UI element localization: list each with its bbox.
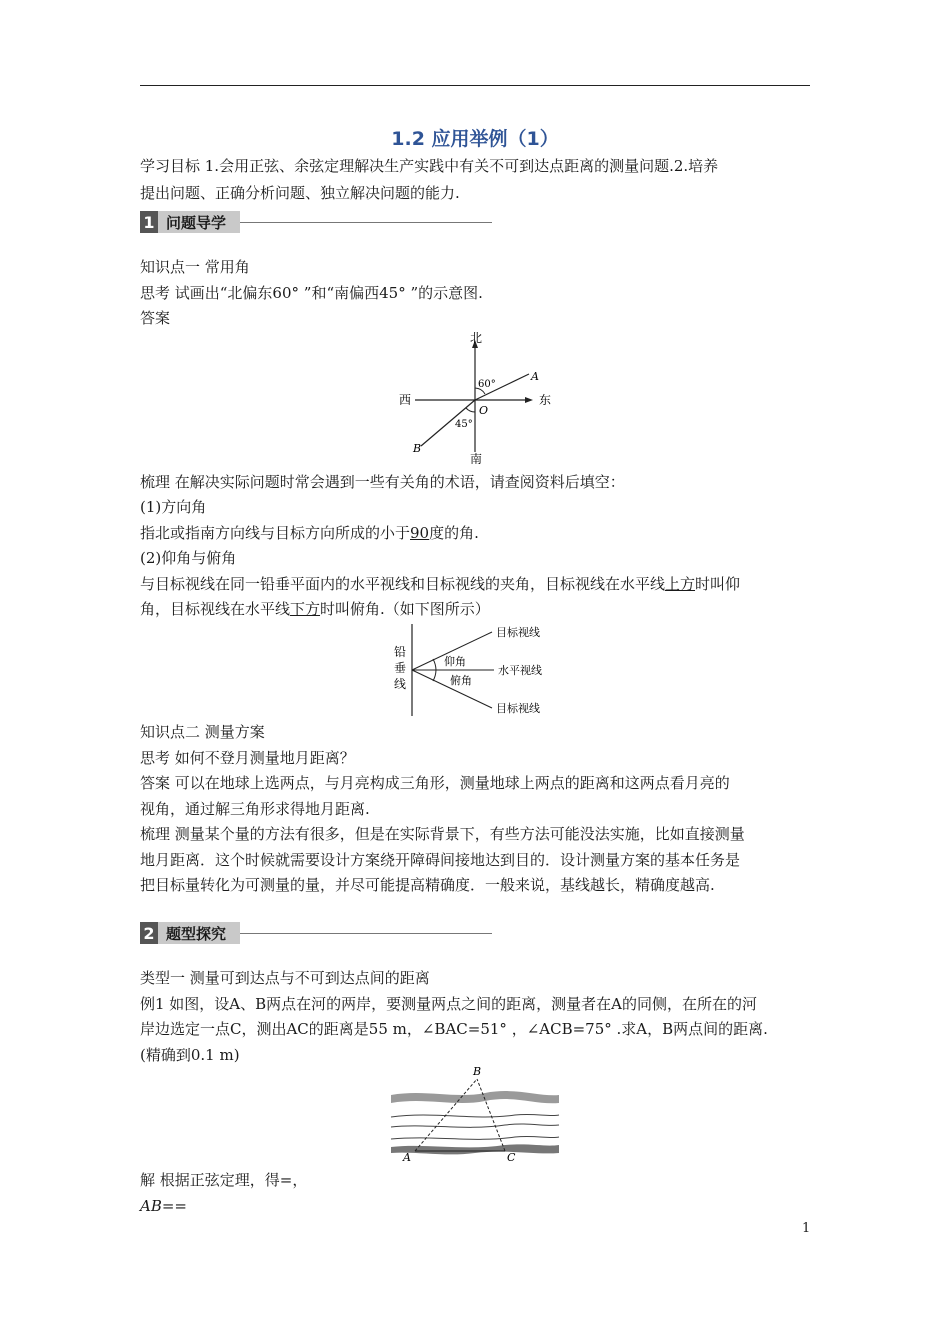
item2-desc1-b: 时叫仰 <box>695 575 741 593</box>
east-arrow-icon <box>525 397 533 403</box>
compass-diagram <box>395 330 555 468</box>
page-title: 1.2 应用举例（1） <box>391 128 559 150</box>
segment-cb <box>477 1079 505 1151</box>
section-2-rule <box>240 933 492 934</box>
review1-item1: (1)方向角 <box>140 498 207 516</box>
angle-60-label: 60° <box>478 379 496 390</box>
section-1-rule <box>240 222 492 223</box>
review1-intro: 梳理 在解决实际问题时常会遇到一些有关角的术语，请查阅资料后填空： <box>140 473 625 491</box>
kp1-answer: 答案 <box>140 309 171 327</box>
kp2-answer-2: 视角，通过解三角形求得地月距离. <box>140 800 370 818</box>
horizontal-sight-label: 水平视线 <box>498 664 542 677</box>
elevation-angle-label: 仰角 <box>444 655 466 668</box>
angle-45-label: 45° <box>455 419 473 430</box>
section-2-header <box>140 922 492 944</box>
example-line-2: 岸边选定一点C，测出AC的距离是55 m，∠BAC=51° ，∠ACB=75° .求A，B两点间的距离. <box>140 1020 768 1038</box>
solution-line-2: AB== <box>140 1197 187 1215</box>
river-diagram <box>385 1065 565 1165</box>
section-2-label: 题型探究 <box>158 922 240 944</box>
south-label: 南 <box>470 452 483 466</box>
kp1-think: 思考 试画出“北偏东60° ”和“南偏西45° ”的示意图. <box>140 284 483 302</box>
far-bank <box>391 1091 559 1103</box>
angle-arc-45 <box>466 408 475 412</box>
section-1-number: 1 <box>140 211 158 233</box>
river-point-c-label: C <box>507 1151 516 1164</box>
section-1-header <box>140 211 492 233</box>
section-1-label: 问题导学 <box>158 211 240 233</box>
type1-heading: 类型一 测量可到达点与不可到达点间的距离 <box>140 969 430 987</box>
kp2-review-1: 梳理 测量某个量的方法有很多，但是在实际背景下，有些方法可能没法实施，比如直接测量 <box>140 825 745 843</box>
kp1-heading: 知识点一 常用角 <box>140 258 250 276</box>
header-rule <box>140 85 810 86</box>
origin-label: O <box>479 404 489 417</box>
page-number: 1 <box>802 1221 811 1236</box>
review1-item2-desc-2 <box>140 599 490 619</box>
river-point-b-label: B <box>473 1065 482 1078</box>
example-line-1: 例1 如图，设A、B两点在河的两岸，要测量两点之间的距离，测量者在A的同侧，在所在的河 <box>140 995 758 1013</box>
item1-desc-a: 指北或指南方向线与目标方向所成的小于 <box>140 524 411 542</box>
river-line-2 <box>391 1124 559 1127</box>
upper-sight-label: 目标视线 <box>496 626 540 639</box>
north-label: 北 <box>470 331 483 345</box>
item2-blank-1: 上方 <box>665 575 696 593</box>
item2-desc1-a: 与目标视线在同一铅垂平面内的水平视线和目标视线的夹角，目标视线在水平线 <box>140 575 666 593</box>
item2-desc2-b: 时叫俯角.（如下图所示） <box>320 600 490 618</box>
kp2-heading: 知识点二 测量方案 <box>140 723 265 741</box>
vertical-label-1: 铅 <box>394 645 407 659</box>
vertical-label-3: 线 <box>394 677 407 691</box>
objectives-line-1: 学习目标 1.会用正弦、余弦定理解决生产实践中有关不可到达点距离的测量问题.2.培养 <box>140 157 719 175</box>
kp2-review-2: 地月距离．这个时候就需要设计方案绕开障碍间接地达到目的．设计测量方案的基本任务是 <box>140 851 741 869</box>
solution-line-1: 解 根据正弦定理，得=， <box>140 1171 308 1189</box>
review1-item1-desc <box>140 523 479 543</box>
item2-desc2-a: 角，目标视线在水平线 <box>140 600 291 618</box>
depression-arc <box>433 670 436 681</box>
kp2-review-3: 把目标量转化为可测量的量，并尽可能提高精确度．一般来说，基线越长，精确度越高. <box>140 876 715 894</box>
depression-angle-label: 俯角 <box>450 674 472 687</box>
objectives-line-2: 提出问题、正确分析问题、独立解决问题的能力. <box>140 184 460 202</box>
item1-blank: 90 <box>410 524 430 542</box>
point-b-label: B <box>413 442 422 455</box>
section-2-number: 2 <box>140 922 158 944</box>
vertical-label-2: 垂 <box>394 661 407 675</box>
item2-blank-2: 下方 <box>290 600 321 618</box>
west-label: 西 <box>399 393 412 407</box>
river-line-3 <box>391 1136 559 1139</box>
river-line-1 <box>391 1114 559 1117</box>
kp2-think: 思考 如何不登月测量地月距离？ <box>140 749 355 767</box>
river-point-a-label: A <box>403 1151 411 1164</box>
item1-desc-b: 度的角. <box>429 524 479 542</box>
elevation-diagram <box>392 620 562 720</box>
review1-item2-desc-1 <box>140 574 740 594</box>
review1-item2: (2)仰角与俯角 <box>140 549 237 567</box>
elevation-arc <box>433 659 436 670</box>
east-label: 东 <box>539 393 552 407</box>
lower-sight-label: 目标视线 <box>496 702 540 715</box>
point-a-label: A <box>531 370 539 383</box>
example-line-3: (精确到0.1 m) <box>140 1046 240 1064</box>
kp2-answer-1: 答案 可以在地球上选两点，与月亮构成三角形，测量地球上两点的距离和这两点看月亮的 <box>140 774 730 792</box>
